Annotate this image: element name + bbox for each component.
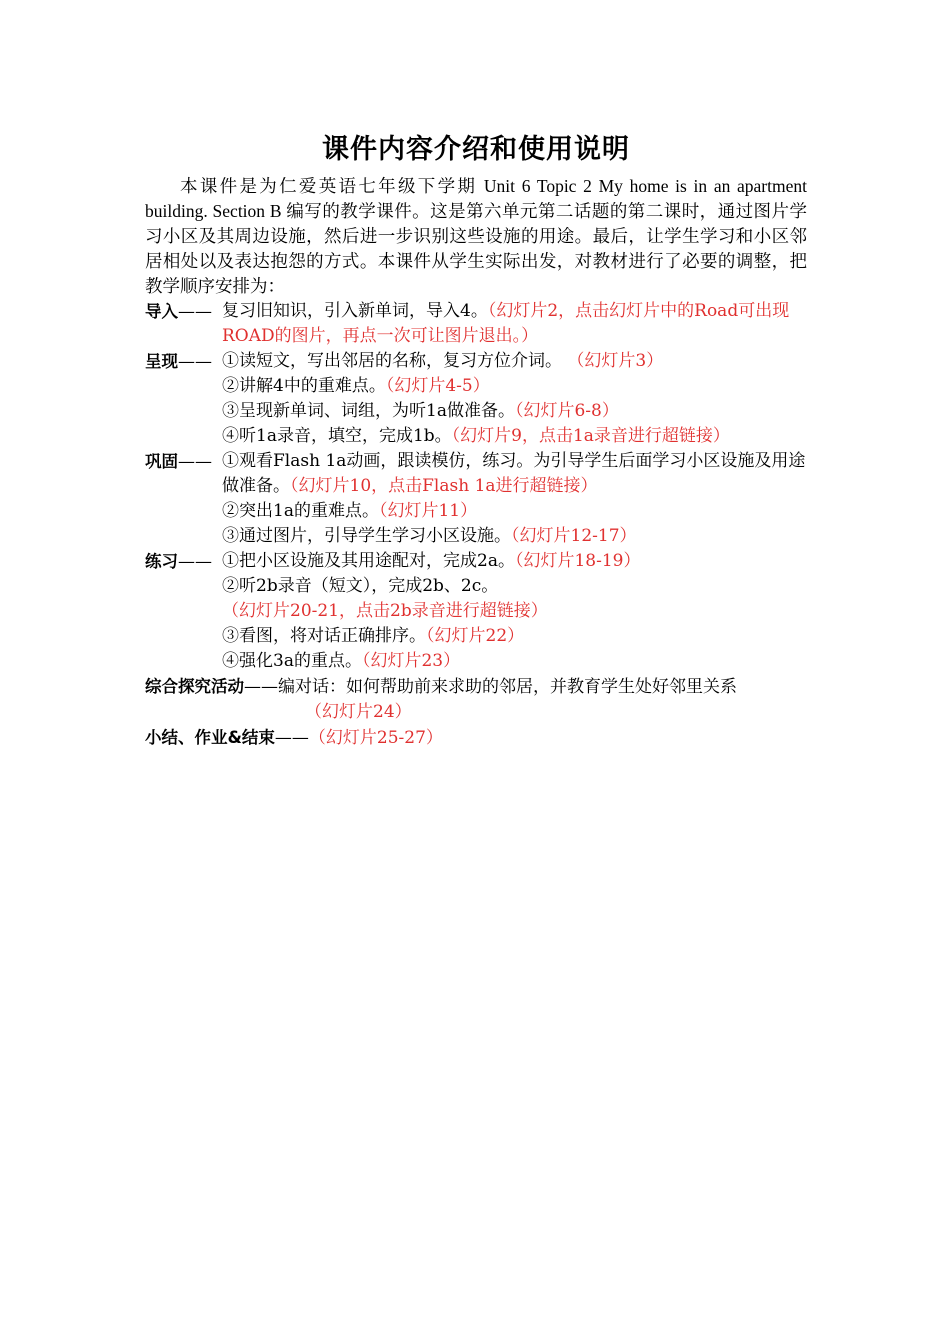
section-dash: ——: [178, 452, 212, 472]
document-page: [145, 128, 807, 751]
slide-note: （幻灯片10，点击Flash 1a进行超链接）: [290, 476, 598, 496]
slide-note: （幻灯片6-8）: [514, 401, 619, 421]
slide-note: （幻灯片25-27）: [308, 728, 443, 748]
section-text: 编对话：如何帮助前来求助的邻居，并教育学生处好邻里关系: [278, 677, 737, 697]
section-dash: ——: [178, 302, 212, 322]
slide-note: （幻灯片24）: [305, 702, 412, 722]
page-title: 课件内容介绍和使用说明: [322, 134, 630, 165]
section-tanjiu: [145, 674, 807, 725]
slide-note: （幻灯片3）: [567, 351, 664, 371]
section-text: 复习旧知识，引入新单词，导入4。: [222, 301, 488, 321]
section-dash: ——: [244, 677, 278, 697]
section-dash: ——: [178, 352, 212, 372]
intro-paragraph: 本课件是为仁爱英语七年级下学期 Unit 6 Topic 2 My home is in an apartment building. Section B 编写的教学课件。这是第六单元第二话题的第二课时，通过图片学习小区及其周边设施，然后进一步识别这些设施的用途。最后，让学生学习和小区邻居相处以及表达抱怨的方式。本课件从学生实际出发，对教材进行了必要的调整，把教学顺序安排为：: [145, 176, 807, 296]
slide-note: （幻灯片22）: [426, 626, 525, 646]
item-text: ②突出1a的重难点。: [222, 501, 379, 521]
slide-note: （幻灯片11）: [378, 501, 478, 521]
section-dash: ——: [178, 552, 212, 572]
section-label: 小结、作业&结束: [145, 728, 275, 747]
section-xiaojie: [145, 725, 807, 751]
slide-note: （幻灯片23）: [361, 651, 461, 671]
slide-note: （幻灯片20-21，点击2b录音进行超链接）: [222, 601, 548, 621]
slide-note: （幻灯片12-17）: [511, 526, 637, 546]
item-text: ④强化3a的重点。: [222, 651, 362, 671]
section-label: 导入: [145, 302, 178, 321]
section-label: 巩固: [145, 452, 178, 471]
slide-note: （幻灯片4-5）: [385, 376, 490, 396]
section-label: 练习: [145, 552, 178, 571]
item-text: ①把小区设施及其用途配对，完成2a。: [222, 551, 515, 571]
item-text: ①观看Flash 1a动画，跟读模仿，练习。为引导学生后面学习小区设施及用途做准备。: [222, 451, 806, 496]
section-lianxi: [145, 549, 807, 674]
section-label: 综合探究活动: [145, 677, 244, 696]
item-text: ②听2b录音（短文），完成2b、2c。: [222, 576, 499, 596]
slide-note: （幻灯片9，点击1a录音进行超链接）: [451, 426, 730, 446]
item-text: ①读短文，写出邻居的名称，复习方位介词。: [222, 351, 568, 371]
item-text: ②讲解4中的重难点。: [222, 376, 386, 396]
item-text: ③看图，将对话正确排序。: [222, 626, 426, 646]
slide-note: （幻灯片18-19）: [514, 551, 641, 571]
slide-note: （幻灯片2，点击幻灯片中的Road可出现ROAD的图片，再点一次可让图片退出。）: [222, 301, 790, 346]
section-gonggu: [145, 449, 807, 549]
item-text: ④听1a录音，填空，完成1b。: [222, 426, 452, 446]
section-daoru: [145, 299, 807, 349]
section-label: 呈现: [145, 352, 178, 371]
item-text: ③呈现新单词、词组，为听1a做准备。: [222, 401, 515, 421]
item-text: ③通过图片，引导学生学习小区设施。: [222, 526, 511, 546]
section-dash: ——: [274, 728, 309, 748]
section-chengxian: [145, 349, 807, 449]
